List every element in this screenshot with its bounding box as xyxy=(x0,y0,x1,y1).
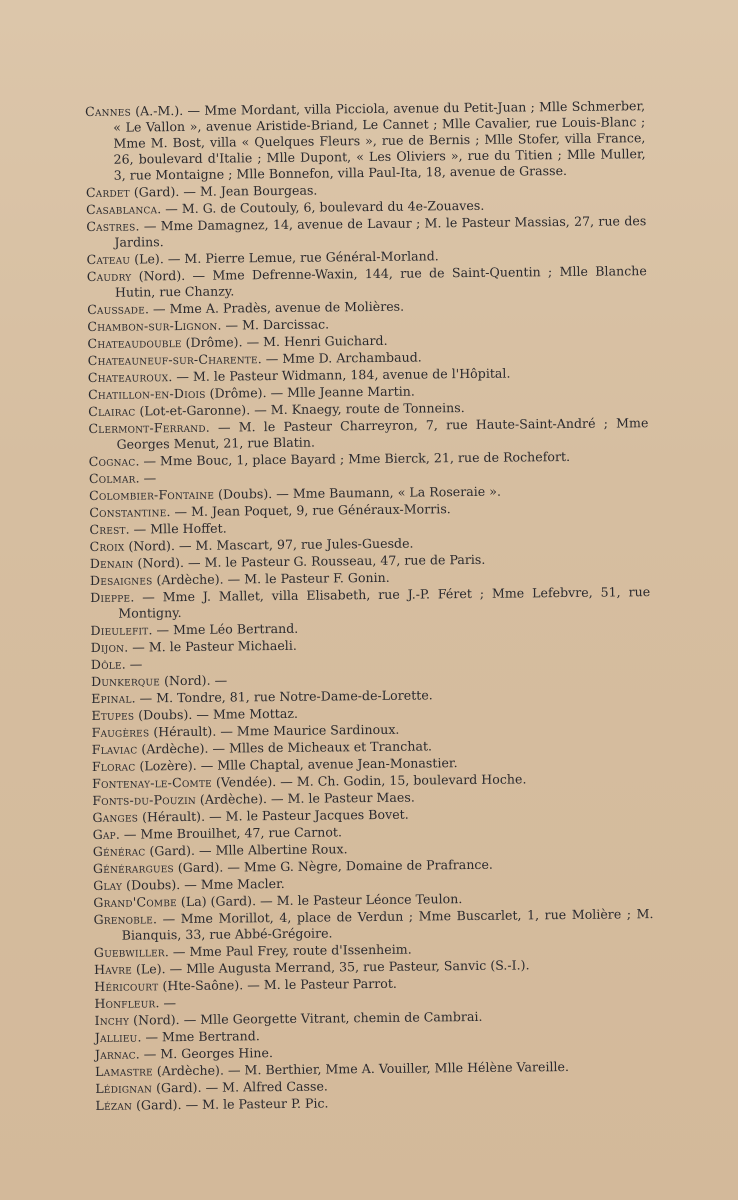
entry-place: Etupes xyxy=(91,707,135,723)
entry-place: Crest xyxy=(89,521,126,537)
entry-details: (Lot-et-Garonne). — M. Knaegy, route de Tonneins. xyxy=(135,400,465,419)
entry-details: . — Mme Brouilhet, 47, rue Carnot. xyxy=(115,824,343,842)
entry-place: Inchy xyxy=(94,1012,130,1028)
entry-place: Chambon-sur-Lignon xyxy=(87,317,218,334)
entry-details: . — xyxy=(155,995,177,1011)
entry-place: Dieulefit xyxy=(90,622,149,638)
entry-place: Dôle xyxy=(90,656,122,672)
entry-place: Cateau xyxy=(86,251,131,267)
entry-place: Florac xyxy=(91,758,136,774)
entry-place: Générac xyxy=(92,843,146,859)
entry-place: Honfleur xyxy=(94,995,156,1011)
entry-details: . — Mme Paul Frey, route d'Issenheim. xyxy=(164,941,412,960)
entry-place: Chateauroux xyxy=(87,369,169,385)
entry-place: Epinal xyxy=(91,690,132,706)
entry-details: (La) (Gard). — M. le Pasteur Léonce Teulon. xyxy=(176,891,463,910)
entry-details: . — Mme D. Archambaud. xyxy=(257,349,422,367)
entry-details: . — Mme Damagnez, 14, avenue de Lavaur ; M. le Pasteur Massias, 27, rue des Jardins. xyxy=(114,213,647,250)
entry-place: Jarnac xyxy=(94,1046,136,1062)
entry-details: . — Mme Léo Bertrand. xyxy=(148,620,299,638)
entry-details: (Nord). — Mme Defrenne-Waxin, 144, rue de Saint-Quentin ; Mlle Blanche Hutin, rue Chanzy. xyxy=(114,263,647,300)
entry-place: Dijon xyxy=(90,639,125,655)
entry-details: (Drôme). — M. Henri Guichard. xyxy=(181,332,388,351)
directory-entry xyxy=(93,906,653,944)
entry-details: . — Mlle Hoffet. xyxy=(125,520,227,537)
entry-details: (Drôme). — Mlle Jeanne Martin. xyxy=(205,383,415,401)
entry-details: . — M. G. de Coutouly, 6, boulevard du 4e-Zouaves. xyxy=(157,197,485,217)
entry-details: (Lozère). — Mlle Chaptal, avenue Jean-Monastier. xyxy=(135,755,458,774)
entry-details: . — xyxy=(135,470,157,486)
entry-place: Chatillon-en-Diois xyxy=(87,385,206,402)
entry-details: (Hte-Saône). — M. le Pasteur Parrot. xyxy=(158,975,397,994)
entry-place: Caudry xyxy=(86,268,132,284)
entry-details: . — M. le Pasteur Michaeli. xyxy=(124,637,297,655)
entry-details: . — Mme J. Mallet, villa Elisabeth, rue J.-P. Féret ; Mme Lefebvre, 51, rue Montigny. xyxy=(118,584,651,621)
entry-details: . — Mme A. Pradès, avenue de Molières. xyxy=(144,298,405,317)
entry-place: Denain xyxy=(89,555,134,571)
entry-place: Clermont-Ferrand xyxy=(88,419,206,436)
entry-details: (Doubs). — Mme Macler. xyxy=(122,875,285,893)
entry-details: (Doubs). — Mme Mottaz. xyxy=(134,705,299,723)
entry-place: Cognac xyxy=(88,453,136,469)
entry-details: (A.-M.). — Mme Mordant, villa Picciola, avenue du Petit-Juan ; Mlle Schmerber, « Le Vallon », avenue Aristide-Briand, Le Cannet ; Mlle Cavalier, rue Louis-Blanc ; Mme M. Bost, villa « Quelques Fleurs », rue de Bernis ; Mlle Stofer, villa France, 26, boulevard d'Italie ; Mlle Dupont, « Les Oliviers », rue du Titien ; Mlle Muller, 3, rue Montaigne ; Mlle Bonnefon, villa Paul-Ita, 18, avenue de Grasse. xyxy=(113,98,646,183)
entry-place: Lézan xyxy=(95,1097,133,1113)
entry-place: Fontenay-le-Comte xyxy=(92,774,212,791)
entry-place: Colmar xyxy=(88,470,136,486)
entry-details: (Le). — M. Pierre Lemue, rue Général-Morland. xyxy=(130,248,439,267)
entry-details: (Hérault). — Mme Maurice Sardinoux. xyxy=(149,721,400,740)
directory-entry xyxy=(85,98,646,184)
entry-details: (Doubs). — Mme Baumann, « La Roseraie ». xyxy=(213,483,502,502)
entry-details: (Nord). — xyxy=(159,672,228,689)
entry-place: Casablanca xyxy=(86,201,158,217)
entry-details: . — M. le Pasteur Charreyron, 7, rue Haute-Saint-André ; Mme Georges Menut, 21, rue Blatin. xyxy=(116,415,649,452)
entry-details: (Le). — Mlle Augusta Merrand, 35, rue Pasteur, Sanvic (S.-I.). xyxy=(131,957,530,977)
entry-details: . — M. Tondre, 81, rue Notre-Dame-de-Lorette. xyxy=(131,687,433,706)
entry-place: Flaviac xyxy=(91,741,138,757)
entry-details: (Ardèche). — M. Berthier, Mme A. Vouiller, Mlle Hélène Vareille. xyxy=(152,1058,570,1079)
entry-place: Fonts-du-Pouzin xyxy=(92,791,196,808)
entry-details: (Gard). — Mme G. Nègre, Domaine de Prafrance. xyxy=(173,856,493,876)
entry-details: (Nord). — M. le Pasteur G. Rousseau, 47, rue de Paris. xyxy=(133,551,486,571)
entry-details: . — Mme Bertrand. xyxy=(137,1028,260,1045)
directory-entry xyxy=(88,415,648,453)
entry-place: Gap xyxy=(92,826,116,842)
entry-place: Héricourt xyxy=(94,978,159,994)
entry-place: Desaignes xyxy=(89,572,153,588)
entry-place: Clairac xyxy=(88,403,136,419)
entry-details: (Ardèche). — M. le Pasteur F. Gonin. xyxy=(152,569,390,588)
entry-details: (Gard). — M. Jean Bourgeas. xyxy=(129,182,318,200)
entry-place: Constantine xyxy=(89,504,167,520)
entry-place: Grenoble xyxy=(93,911,154,927)
entry-details: . — xyxy=(121,656,143,672)
entry-place: Caussade xyxy=(87,301,146,317)
address-list xyxy=(85,98,656,1115)
entry-place: Dunkerque xyxy=(90,673,161,689)
entry-details: (Gard). — M. Alfred Casse. xyxy=(151,1078,328,1096)
directory-entry xyxy=(90,584,650,622)
entry-place: Cardet xyxy=(85,184,130,200)
directory-entry xyxy=(86,213,646,251)
entry-details: (Nord). — Mlle Georgette Vitrant, chemin de Cambrai. xyxy=(129,1008,483,1028)
entry-place: Chateaudouble xyxy=(87,335,182,351)
entry-place: Faugères xyxy=(91,724,150,740)
entry-details: . — Mme Morillot, 4, place de Verdun ; Mme Buscarlet, 1, rue Molière ; M. Bianquis, 33, rue Abbé-Grégoire. xyxy=(121,906,654,943)
entry-details: (Gard). — M. le Pasteur P. Pic. xyxy=(131,1095,329,1113)
entry-place: Lédignan xyxy=(95,1080,153,1096)
entry-details: (Hérault). — M. le Pasteur Jacques Bovet. xyxy=(137,806,409,825)
directory-entry xyxy=(87,263,647,301)
entry-place: Cannes xyxy=(85,103,131,119)
entry-place: Chateauneuf-sur-Charente xyxy=(87,351,258,368)
entry-details: . — Mme Bouc, 1, place Bayard ; Mme Bierck, 21, rue de Rochefort. xyxy=(135,448,571,469)
entry-place: Grand'Combe xyxy=(93,894,177,910)
entry-details: . — M. Darcissac. xyxy=(217,316,330,333)
entry-place: Ganges xyxy=(92,809,139,825)
entry-place: Dieppe xyxy=(90,589,131,605)
entry-details: (Ardèche). — Mlles de Micheaux et Tranchat. xyxy=(137,738,433,757)
entry-details: (Ardèche). — M. le Pasteur Maes. xyxy=(195,789,415,807)
entry-place: Havre xyxy=(93,961,133,977)
entry-details: . — M. Jean Poquet, 9, rue Généraux-Morris. xyxy=(166,501,451,520)
entry-details: . — M. Georges Hine. xyxy=(135,1045,274,1062)
entry-place: Guebwiller xyxy=(93,944,165,960)
entry-details: . — M. le Pasteur Widmann, 184, avenue de l'Hôpital. xyxy=(168,365,511,385)
entry-details: (Nord). — M. Mascart, 97, rue Jules-Guesde. xyxy=(124,535,414,554)
entry-place: Colombier-Fontaine xyxy=(89,486,215,503)
entry-place: Castres xyxy=(86,218,136,234)
entry-place: Glay xyxy=(93,877,123,893)
entry-details: (Gard). — Mlle Albertine Roux. xyxy=(145,841,348,859)
entry-place: Croix xyxy=(89,538,125,554)
entry-place: Générargues xyxy=(92,860,174,876)
entry-place: Jallieu xyxy=(94,1029,138,1045)
entry-details: (Vendée). — M. Ch. Godin, 15, boulevard Hoche. xyxy=(211,771,527,790)
entry-place: Lamastre xyxy=(95,1063,153,1079)
